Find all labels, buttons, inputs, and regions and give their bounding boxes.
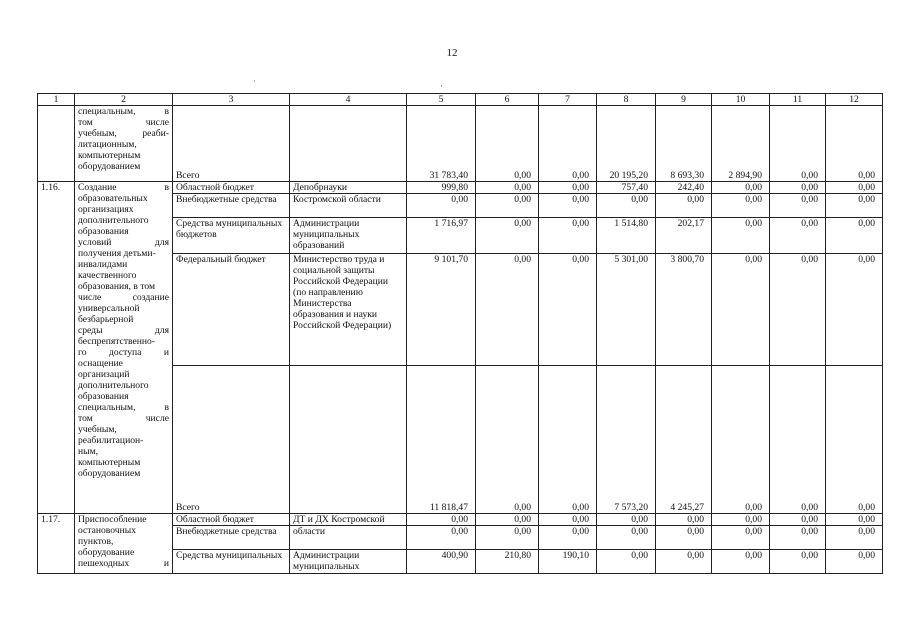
measure-description: специальным, в том числе учебным, реаби- литационным, компьютерным оборудованием	[75, 106, 173, 182]
value-cell: 0,00	[826, 514, 883, 526]
value-cell: 400,90	[407, 550, 476, 574]
value-cell: 0,00	[407, 194, 476, 218]
value-cell: 0,00	[712, 218, 770, 254]
table-row	[38, 514, 883, 526]
value-cell: 0,00	[712, 366, 770, 514]
header-cell: 8	[597, 94, 656, 106]
header-cell: 4	[290, 94, 407, 106]
funding-source-cell: Внебюджетные средства	[173, 194, 290, 218]
value-cell: 0,00	[826, 194, 883, 218]
value-cell: 0,00	[407, 514, 476, 526]
value-cell: 0,00	[826, 106, 883, 182]
funding-source-cell: Областной бюджет	[173, 182, 290, 194]
value-cell: 0,00	[597, 526, 656, 550]
value-cell: 5 301,00	[597, 254, 656, 366]
funding-source-cell: Федеральный бюджет	[173, 254, 290, 366]
value-cell: 0,00	[656, 194, 712, 218]
value-cell: 20 195,20	[597, 106, 656, 182]
value-cell: 210,80	[476, 550, 539, 574]
value-cell: 9 101,70	[407, 254, 476, 366]
executor-cell: Администрации муниципальных образований	[290, 218, 407, 254]
header-cell: 3	[173, 94, 290, 106]
value-cell: 0,00	[407, 526, 476, 550]
header-cell: 7	[539, 94, 597, 106]
value-cell: 1 716,97	[407, 218, 476, 254]
value-cell: 0,00	[770, 106, 826, 182]
scan-speck: ·	[440, 81, 443, 91]
value-cell: 0,00	[539, 218, 597, 254]
value-cell: 0,00	[539, 366, 597, 514]
executor-cell: ДТ и ДХ Костромской	[290, 514, 407, 526]
value-cell: 0,00	[539, 514, 597, 526]
header-cell: 10	[712, 94, 770, 106]
value-cell: 0,00	[539, 526, 597, 550]
value-cell: 3 800,70	[656, 254, 712, 366]
value-cell: 31 783,40	[407, 106, 476, 182]
value-cell: 11 818,47	[407, 366, 476, 514]
value-cell: 0,00	[476, 366, 539, 514]
value-cell: 2 894,90	[712, 106, 770, 182]
table-row	[38, 106, 883, 182]
header-row	[38, 94, 883, 106]
value-cell: 0,00	[656, 514, 712, 526]
value-cell: 8 693,30	[656, 106, 712, 182]
value-cell: 0,00	[597, 194, 656, 218]
scan-speck: ·	[253, 76, 256, 86]
value-cell: 0,00	[770, 218, 826, 254]
value-cell: 0,00	[656, 550, 712, 574]
executor-cell	[290, 106, 407, 182]
value-cell: 0,00	[539, 194, 597, 218]
executor-cell: Депобрнауки	[290, 182, 407, 194]
funding-source-cell: Средства муниципальных	[173, 550, 290, 574]
value-cell: 0,00	[476, 526, 539, 550]
value-cell: 0,00	[476, 106, 539, 182]
value-cell: 190,10	[539, 550, 597, 574]
executor-cell: области	[290, 526, 407, 550]
value-cell: 0,00	[539, 254, 597, 366]
value-cell: 0,00	[597, 514, 656, 526]
value-cell: 0,00	[770, 182, 826, 194]
header-cell: 6	[476, 94, 539, 106]
value-cell: 0,00	[712, 514, 770, 526]
value-cell: 0,00	[770, 194, 826, 218]
value-cell: 0,00	[826, 366, 883, 514]
measure-description: Создание в образовательных организациях дополнительного образования условий для получения детьми- инвалидами качественного образования, в том числе создание универсальной безбарьерной среды для беспрепятственно- го доступа и оснащение организаций дополнительного образования специальным, в том числе учебным, реабилитацион- ным, компьютерным оборудованием	[75, 182, 173, 514]
funding-source-cell: Средства муниципальных бюджетов	[173, 218, 290, 254]
value-cell: 0,00	[826, 550, 883, 574]
header-cell: 9	[656, 94, 712, 106]
value-cell: 242,40	[656, 182, 712, 194]
header-cell: 5	[407, 94, 476, 106]
value-cell: 0,00	[712, 182, 770, 194]
value-cell: 0,00	[712, 550, 770, 574]
funding-source-cell: Всего	[173, 366, 290, 514]
value-cell: 0,00	[476, 194, 539, 218]
executor-cell: Министерство труда и социальной защиты Российской Федерации (по направлению Министерства образования и науки Российской Федерации)	[290, 254, 407, 366]
budget-table	[37, 93, 883, 574]
value-cell: 202,17	[656, 218, 712, 254]
value-cell: 0,00	[712, 526, 770, 550]
value-cell: 999,80	[407, 182, 476, 194]
row-number-cell: 1.16.	[38, 182, 75, 514]
header-cell: 12	[826, 94, 883, 106]
funding-source-cell: Областной бюджет	[173, 514, 290, 526]
header-cell: 11	[770, 94, 826, 106]
value-cell: 0,00	[539, 182, 597, 194]
value-cell: 0,00	[770, 550, 826, 574]
value-cell: 0,00	[597, 550, 656, 574]
value-cell: 0,00	[826, 526, 883, 550]
value-cell: 0,00	[826, 254, 883, 366]
value-cell: 0,00	[770, 514, 826, 526]
value-cell: 0,00	[770, 366, 826, 514]
value-cell: 4 245,27	[656, 366, 712, 514]
funding-source-cell: Всего	[173, 106, 290, 182]
header-cell: 2	[75, 94, 173, 106]
row-number-cell	[38, 106, 75, 182]
value-cell: 0,00	[770, 526, 826, 550]
value-cell: 0,00	[539, 106, 597, 182]
header-cell: 1	[38, 94, 75, 106]
value-cell: 0,00	[770, 254, 826, 366]
measure-description: Приспособление остановочных пунктов, оборудование пешеходных и	[75, 514, 173, 574]
value-cell: 0,00	[476, 514, 539, 526]
value-cell: 0,00	[476, 182, 539, 194]
value-cell: 0,00	[656, 526, 712, 550]
table-row	[38, 182, 883, 194]
executor-cell: Администрации муниципальных	[290, 550, 407, 574]
value-cell: 757,40	[597, 182, 656, 194]
value-cell: 7 573,20	[597, 366, 656, 514]
funding-source-cell: Внебюджетные средства	[173, 526, 290, 550]
page-number: 12	[446, 47, 458, 59]
value-cell: 1 514,80	[597, 218, 656, 254]
value-cell: 0,00	[476, 218, 539, 254]
value-cell: 0,00	[712, 254, 770, 366]
value-cell: 0,00	[712, 194, 770, 218]
value-cell: 0,00	[826, 218, 883, 254]
value-cell: 0,00	[826, 182, 883, 194]
executor-cell	[290, 366, 407, 514]
row-number-cell: 1.17.	[38, 514, 75, 574]
value-cell: 0,00	[476, 254, 539, 366]
executor-cell: Костромской области	[290, 194, 407, 218]
